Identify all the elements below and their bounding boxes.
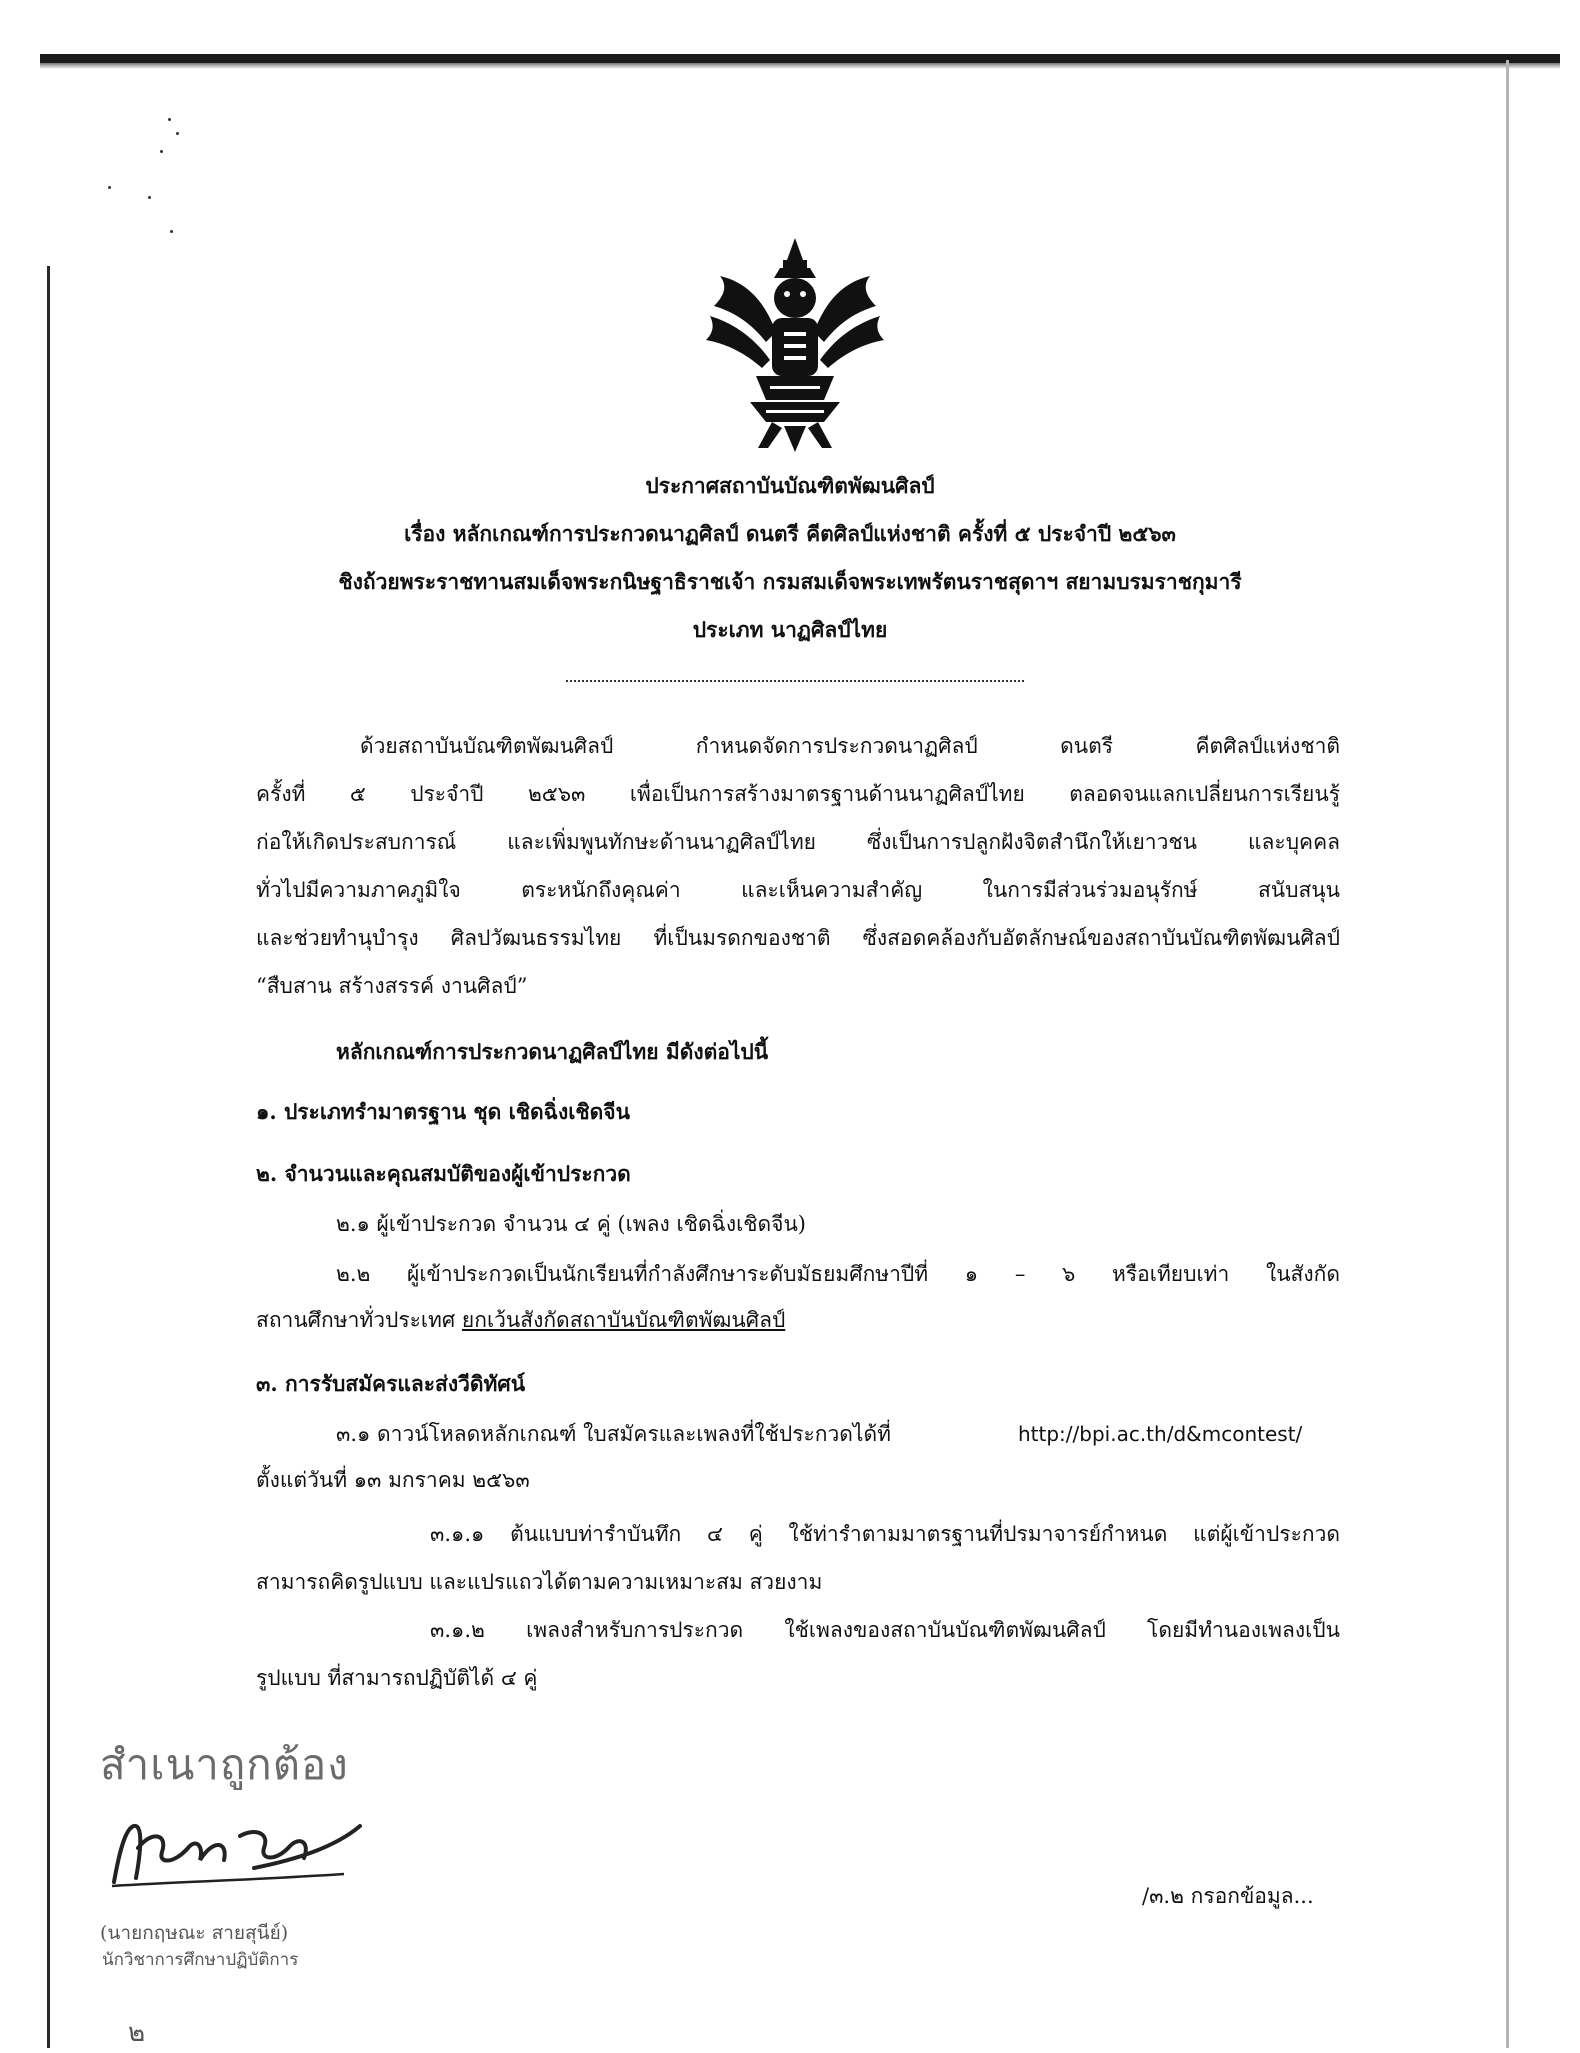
section-3-item-1-1-cont: สามารถคิดรูปแบบ และแปรแถวได้ตามความเหมาะสม สวยงาม xyxy=(256,1570,823,1594)
intro-line: ครั้งที่ ๕ ประจำปี ๒๕๖๓ เพื่อเป็นการสร้างมาตรฐานด้านนาฏศิลป์ไทย ตลอดจนแลกเปลี่ยนการเรียนรู้ xyxy=(256,782,1340,806)
scan-speck xyxy=(168,118,171,121)
section-2-title: ๒. จำนวนและคุณสมบัติของผู้เข้าประกวด xyxy=(256,1161,631,1186)
section-2-exception: ยกเว้นสังกัดสถาบันบัณฑิตพัฒนศิลป์ xyxy=(461,1308,786,1332)
scan-top-edge xyxy=(40,54,1560,63)
issuer-heading: ประกาศสถาบันบัณฑิตพัฒนศิลป์ xyxy=(645,473,935,498)
download-url: http://bpi.ac.th/d&mcontest/ xyxy=(1018,1422,1303,1446)
section-3-item-1-date: ตั้งแต่วันที่ ๑๓ มกราคม ๒๕๖๓ xyxy=(256,1468,530,1492)
scan-right-edge xyxy=(1506,60,1509,2048)
section-3-item-1-2: ๓.๑.๒ เพลงสำหรับการประกวด ใช้เพลงของสถาบันบัณฑิตพัฒนศิลป์ โดยมีทำนองเพลงเป็น xyxy=(430,1618,1340,1642)
section-3-title: ๓. การรับสมัครและส่งวีดิทัศน์ xyxy=(256,1371,526,1396)
trophy-heading: ชิงถ้วยพระราชทานสมเด็จพระกนิษฐาธิราชเจ้า กรมสมเด็จพระเทพรัตนราชสุดาฯ สยามบรมราชกุมารี xyxy=(338,569,1242,594)
subject-heading: เรื่อง หลักเกณฑ์การประกวดนาฏศิลป์ ดนตรี คีตศิลป์แห่งชาติ ครั้งที่ ๕ ประจำปี ๒๕๖๓ xyxy=(404,521,1176,546)
intro-motto: “สืบสาน สร้างสรรค์ งานศิลป์” xyxy=(256,974,528,998)
intro-line: ก่อให้เกิดประสบการณ์ และเพิ่มพูนทักษะด้านนาฏศิลป์ไทย ซึ่งเป็นการปลูกฝังจิตสำนึกให้เยาวชน และบุคคล xyxy=(256,830,1340,854)
intro-line: และช่วยทำนุบำรุง ศิลปวัฒนธรรมไทย ที่เป็นมรดกของชาติ ซึ่งสอดคล้องกับอัตลักษณ์ของสถาบันบัณฑิตพัฒนศิลป์ xyxy=(256,926,1340,950)
scan-speck xyxy=(160,150,163,153)
section-2-item-2-cont xyxy=(256,1308,785,1332)
section-3-item-1: ๓.๑ ดาวน์โหลดหลักเกณฑ์ ใบสมัครและเพลงที่ใช้ประกวดได้ที่ xyxy=(336,1422,891,1446)
section-3-item-1-2-cont: รูปแบบ ที่สามารถปฏิบัติได้ ๔ คู่ xyxy=(256,1666,538,1690)
scan-top-shadow xyxy=(40,63,1560,69)
scan-speck xyxy=(176,132,179,135)
section-1-title: ๑. ประเภทรำมาตรฐาน ชุด เชิดฉิ่งเชิดจีน xyxy=(256,1099,630,1124)
section-3-item-1-1: ๓.๑.๑ ต้นแบบท่ารำบันทึก ๔ คู่ ใช้ท่ารำตามมาตรฐานที่ปรมาจารย์กำหนด แต่ผู้เข้าประกวด xyxy=(430,1522,1340,1546)
heading-divider xyxy=(566,680,1024,682)
intro-line: ทั่วไปมีความภาคภูมิใจ ตระหนักถึงคุณค่า และเห็นความสำคัญ ในการมีส่วนร่วมอนุรักษ์ สนับสนุน xyxy=(256,878,1340,902)
scan-left-edge xyxy=(47,266,50,2048)
scan-speck xyxy=(170,230,173,233)
intro-line: ด้วยสถาบันบัณฑิตพัฒนศิลป์ กำหนดจัดการประกวดนาฏศิลป์ ดนตรี คีตศิลป์แห่งชาติ xyxy=(360,734,1340,758)
category-heading: ประเภท นาฏศิลป์ไทย xyxy=(692,617,888,642)
page-number: ๒ xyxy=(128,2018,146,2048)
section-2-item-1: ๒.๑ ผู้เข้าประกวด จำนวน ๔ คู่ (เพลง เชิดฉิ่งเชิดจีน) xyxy=(336,1212,806,1236)
scan-speck xyxy=(148,196,151,199)
signer-name: (นายกฤษณะ สายสุนีย์) xyxy=(100,1922,289,1944)
criteria-intro: หลักเกณฑ์การประกวดนาฏศิลป์ไทย มีดังต่อไปนี้ xyxy=(336,1039,769,1064)
section-2-item-2-text: สถานศึกษาทั่วประเทศ xyxy=(256,1308,462,1332)
continuation-marker: /๓.๒ กรอกข้อมูล... xyxy=(1142,1884,1314,1908)
garuda-emblem-icon xyxy=(700,236,890,456)
certified-copy-stamp: สำเนาถูกต้อง xyxy=(100,1740,349,1789)
scan-speck xyxy=(108,186,111,189)
signer-position: นักวิชาการศึกษาปฏิบัติการ xyxy=(102,1950,299,1970)
handwritten-signature-icon xyxy=(104,1808,364,1892)
section-2-item-2: ๒.๒ ผู้เข้าประกวดเป็นนักเรียนที่กำลังศึกษาระดับมัธยมศึกษาปีที่ ๑ – ๖ หรือเทียบเท่า ในสังกัด xyxy=(336,1262,1340,1286)
